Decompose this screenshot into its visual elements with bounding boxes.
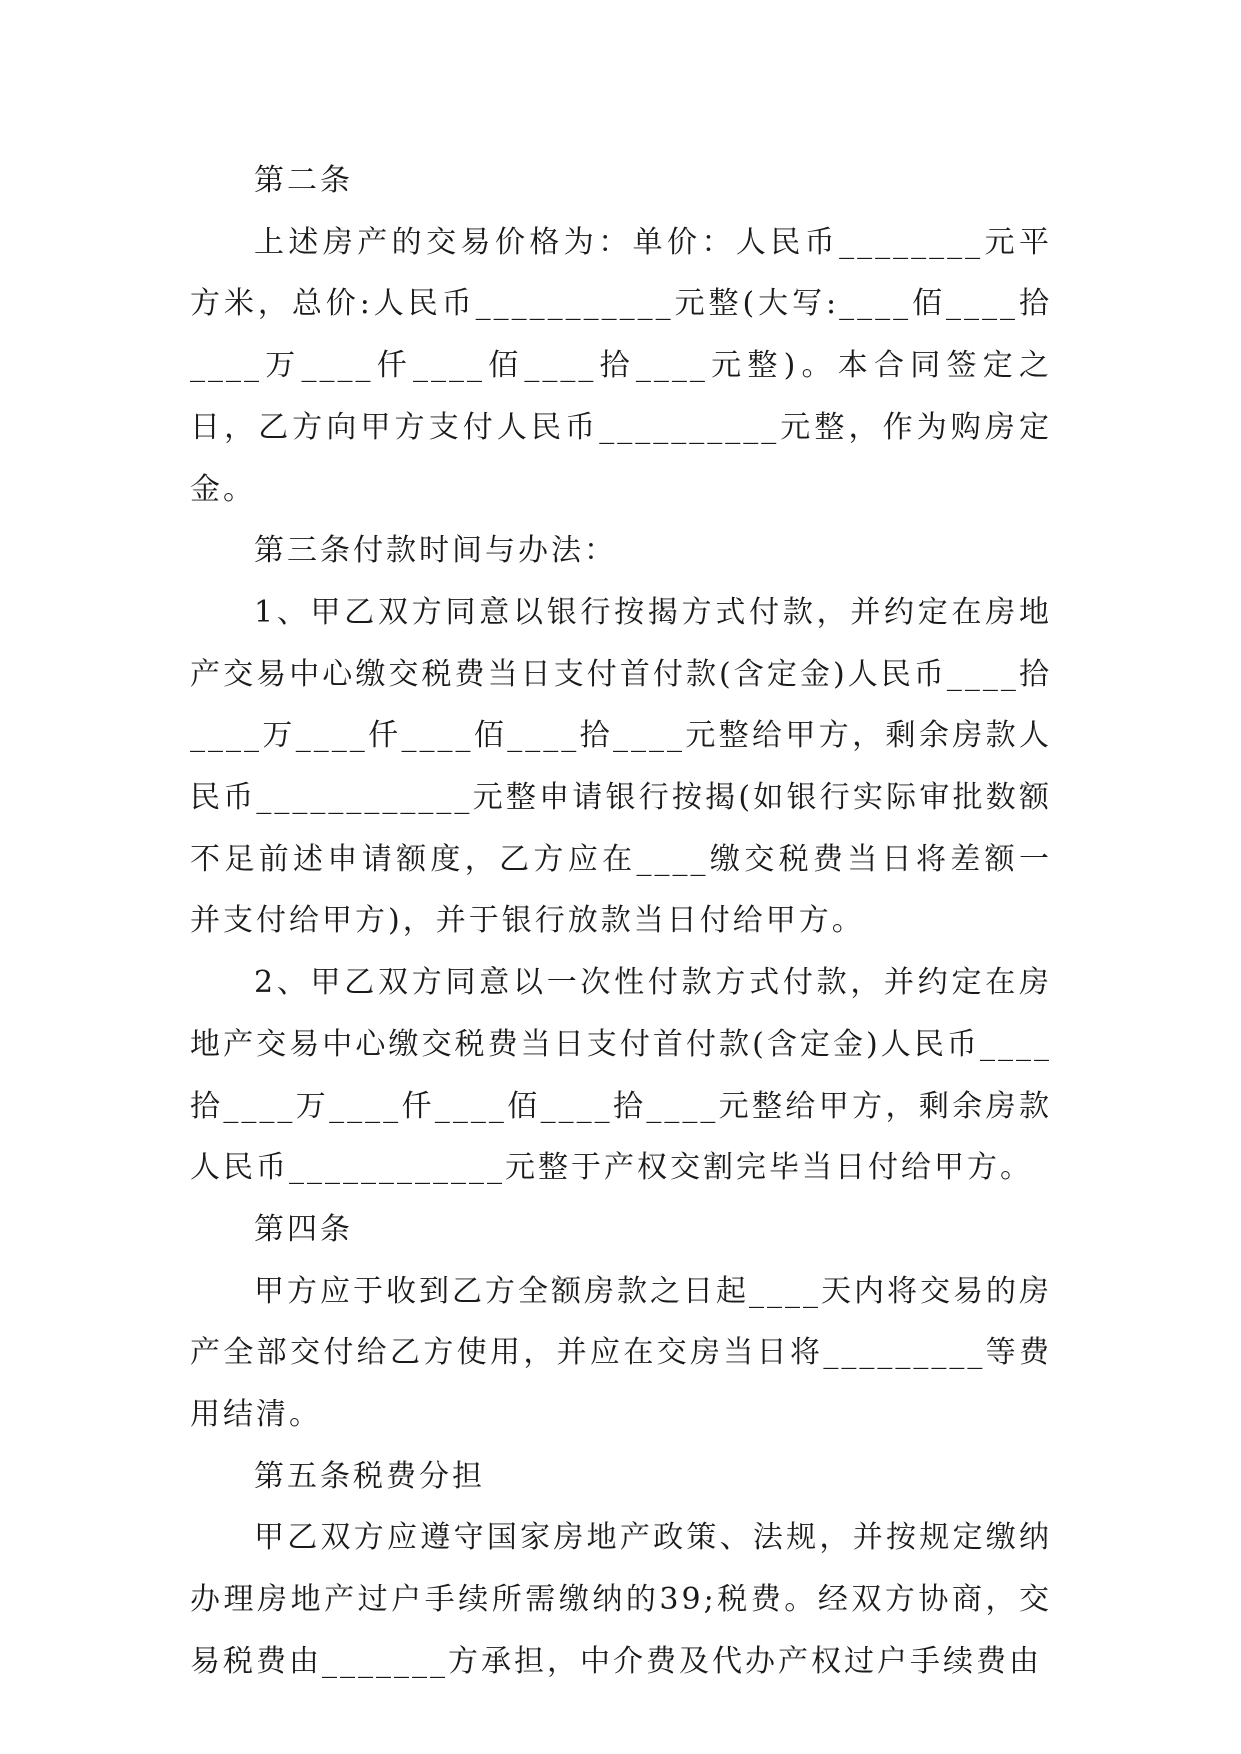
article-3-clause-1: 1、甲乙双方同意以银行按揭方式付款，并约定在房地产交易中心缴交税费当日支付首付款(含定金)人民币____拾____万____仟____佰____拾____元整给甲方，剩余房款人民币____________元整申请银行按揭(如银行实际审批数额不足前述申请额度，乙方应在____缴交税费当日将差额一并支付给甲方)，并于银行放款当日付给甲方。 [190, 594, 1052, 939]
article-5-heading: 第五条税费分担 [254, 1458, 485, 1494]
article-2-heading: 第二条 [254, 163, 353, 198]
document-body [190, 150, 1052, 1693]
article-3-heading: 第三条付款时间与办法： [254, 533, 617, 569]
article-2-text: 上述房产的交易价格为：单价：人民币________元平方米，总价:人民币___________元整(大写:____佰____拾____万____仟____佰____拾____元整)。本合同签定之日，乙方向甲方支付人民币__________元整，作为购房定金。 [190, 224, 1052, 507]
article-4-heading: 第四条 [254, 1211, 353, 1247]
article-4-text: 甲方应于收到乙方全额房款之日起____天内将交易的房产全部交付给乙方使用，并应在交房当日将_________等费用结清。 [190, 1273, 1052, 1433]
article-5-text: 甲乙双方应遵守国家房地产政策、法规，并按规定缴纳办理房地产过户手续所需缴纳的39;税费。经双方协商，交易税费由_______方承担，中介费及代办产权过户手续费由 [190, 1520, 1052, 1679]
article-3-clause-2: 2、甲乙双方同意以一次性付款方式付款，并约定在房地产交易中心缴交税费当日支付首付款(含定金)人民币____拾____万____仟____佰____拾____元整给甲方，剩余房款人民币____________元整于产权交割完毕当日付给甲方。 [190, 965, 1052, 1186]
